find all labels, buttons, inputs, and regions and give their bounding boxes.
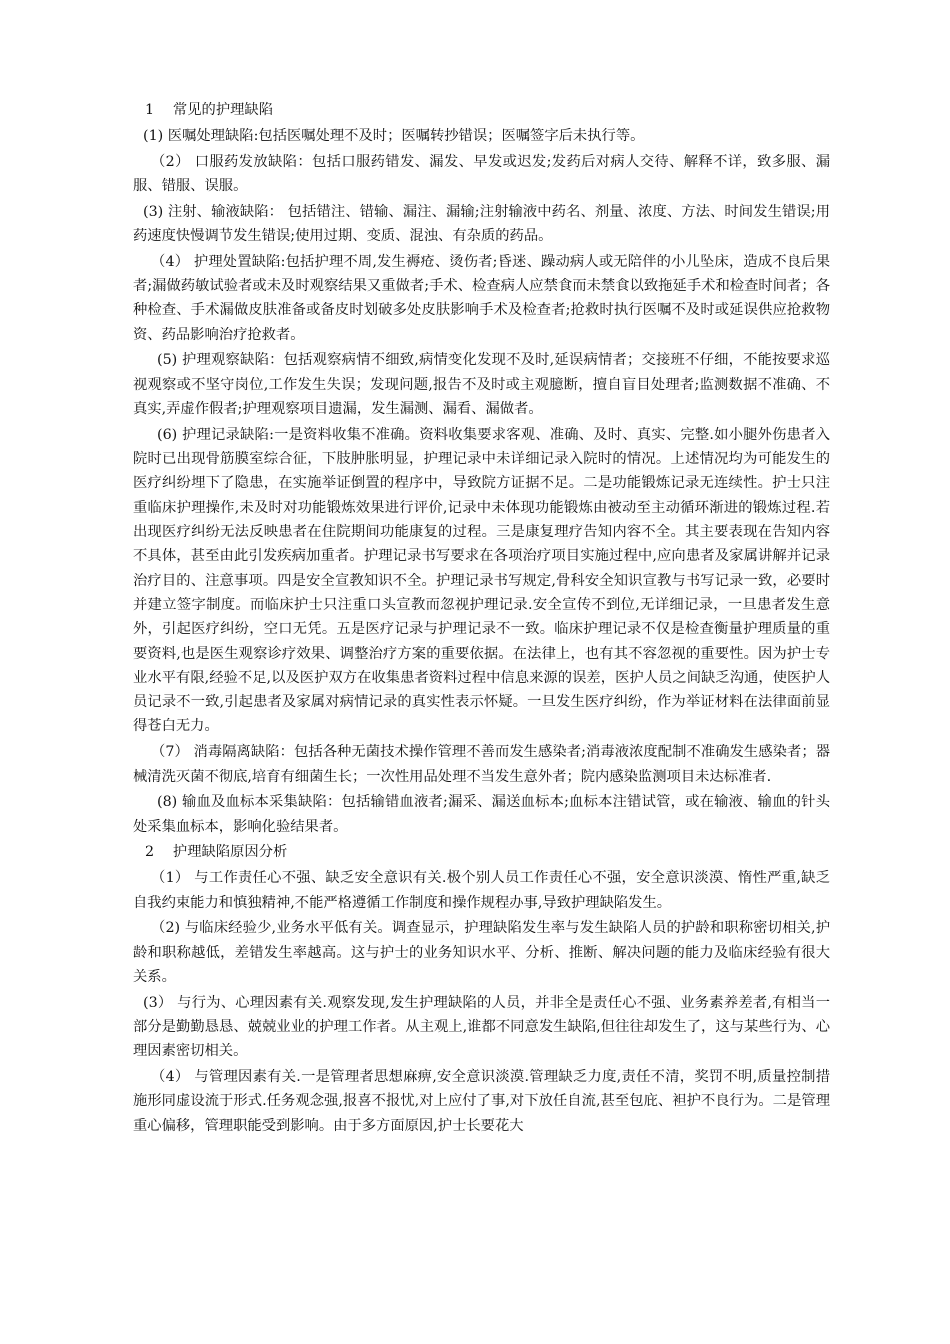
paragraph-injection-infusion: (3) 注射、输液缺陷： 包括错注、错输、漏注、漏输;注射输液中药名、剂量、浓度、方法、时间发生错误;用药速度快慢调节发生错误;使用过期、变质、混浊、有杂质的药品。 xyxy=(133,203,830,244)
section-heading-common-defects: 1 常见的护理缺陷 xyxy=(145,102,274,118)
paragraph-nursing-observation: (5) 护理观察缺陷：包括观察病情不细致,病情变化发现不及时,延误病情者；交接班不仔细，不能按要求巡视观察或不坚守岗位,工作发生失误；发现问题,报告不及时或主观臆断，擅自盲目处理者;监测数据不准确、不真实,弄虚作假者;护理观察项目遗漏，发生漏测、漏看、漏做者。 xyxy=(133,352,830,418)
paragraph-order-handling: (1) 医嘱处理缺陷:包括医嘱处理不及时；医嘱转抄错误；医嘱签字后未执行等。 xyxy=(143,127,645,144)
paragraph-experience: （2) 与临床经验少,业务水平低有关。调查显示，护理缺陷发生率与发生缺陷人员的护龄和职称密切相关,护龄和职称越低，差错发生率越高。这与护士的业务知识水平、分析、推断、解决问题的能力及临床经验有很大关系。 xyxy=(133,920,830,985)
paragraph-behavior-psychology: (3） 与行为、心理因素有关.观察发现,发生护理缺陷的人员，并非全是责任心不强、业务素养差者,有相当一部分是勤勤恳恳、兢兢业业的护理工作者。从主观上,谁都不同意发生缺陷,但往往却发生了，这与某些行为、心理因素密切相关。 xyxy=(133,994,830,1060)
document-page xyxy=(133,98,830,1139)
paragraph-disinfection-isolation: （7） 消毒隔离缺陷：包括各种无菌技术操作管理不善而发生感染者;消毒液浓度配制不准确发生感染者；器械清洗灭菌不彻底,培育有细菌生长；一次性用品处理不当发生意外者；院内感染监测项目未达标准者. xyxy=(133,744,830,785)
paragraph-oral-medication: （2） 口服药发放缺陷：包括口服药错发、漏发、早发或迟发;发药后对病人交待、解释不详，致多服、漏服、错服、误服。 xyxy=(133,153,830,194)
paragraph-nursing-procedure: （4） 护理处置缺陷:包括护理不周,发生褥疮、烫伤者;昏迷、躁动病人或无陪伴的小儿坠床，造成不良后果者;漏做药敏试验者或未及时观察结果又重做者;手术、检查病人应禁食而未禁食以致拖延手术和检查时间者；各种检查、手术漏做皮肤准备或备皮时划破多处皮肤影响手术及检查者;抢救时执行医嘱不及时或延误供应抢救物资、药品影响治疗抢救者。 xyxy=(133,253,830,343)
paragraph-responsibility: （1） 与工作责任心不强、缺乏安全意识有关.极个别人员工作责任心不强，安全意识淡漠、惰性严重,缺乏自我约束能力和慎独精神,不能严格遵循工作制度和操作规程办事,导致护理缺陷发生。 xyxy=(133,870,830,911)
paragraph-management: （4） 与管理因素有关.一是管理者思想麻痹,安全意识淡漠.管理缺乏力度,责任不清，奖罚不明,质量控制措施形同虚设流于形式.任务观念强,报喜不报忧,对上应付了事,对下放任自流,甚至包庇、袒护不良行为。二是管理重心偏移，管理职能受到影响。由于多方面原因,护士长要花大 xyxy=(133,1069,830,1134)
paragraph-nursing-records: (6) 护理记录缺陷:一是资料收集不准确。资料收集要求客观、准确、及时、真实、完整.如小腿外伤患者入院时已出现骨筋膜室综合征，下肢肿胀明显，护理记录中未详细记录入院时的情况。上述情况均为可能发生的医疗纠纷埋下了隐患，在实施举证倒置的程序中，导致院方证据不足。二是功能锻炼记录无连续性。护士只注重临床护理操作,未及时对功能锻炼效果进行评价,记录中未体现功能锻炼由被动至主动循环渐进的锻炼过程.若出现医疗纠纷无法反映患者在住院期间功能康复的过程。三是康复理疗告知内容不全。其主要表现在告知内容不具体，甚至由此引发疾病加重者。护理记录书写要求在各项治疗项目实施过程中,应向患者及家属讲解并记录治疗目的、注意事项。四是安全宣教知识不全。护理记录书写规定,骨科安全知识宣教与书写记录一致，必要时并建立签字制度。而临床护士只注重口头宣教而忽视护理记录.安全宣传不到位,无详细记录，一旦患者发生意外，引起医疗纠纷，空口无凭。五是医疗记录与护理记录不一致。临床护理记录不仅是检查衡量护理质量的重要资料,也是医生观察诊疗效果、调整治疗方案的重要依据。在法律上，也有其不容忽视的重要性。因为护士专业水平有限,经验不足,以及医护双方在收集患者资料过程中信息来源的误差，医护人员之间缺乏沟通，使医护人员记录不一致,引起患者及家属对病情记录的真实性表示怀疑。一旦发生医疗纠纷，作为举证材料在法律面前显得苍白无力。 xyxy=(133,426,830,735)
section-heading-cause-analysis: 2 护理缺陷原因分析 xyxy=(145,844,288,861)
paragraph-blood-transfusion: (8) 输血及血标本采集缺陷：包括输错血液者;漏采、漏送血标本;血标本注错试管，或在输液、输血的针头处采集血标本，影响化验结果者。 xyxy=(133,794,830,835)
